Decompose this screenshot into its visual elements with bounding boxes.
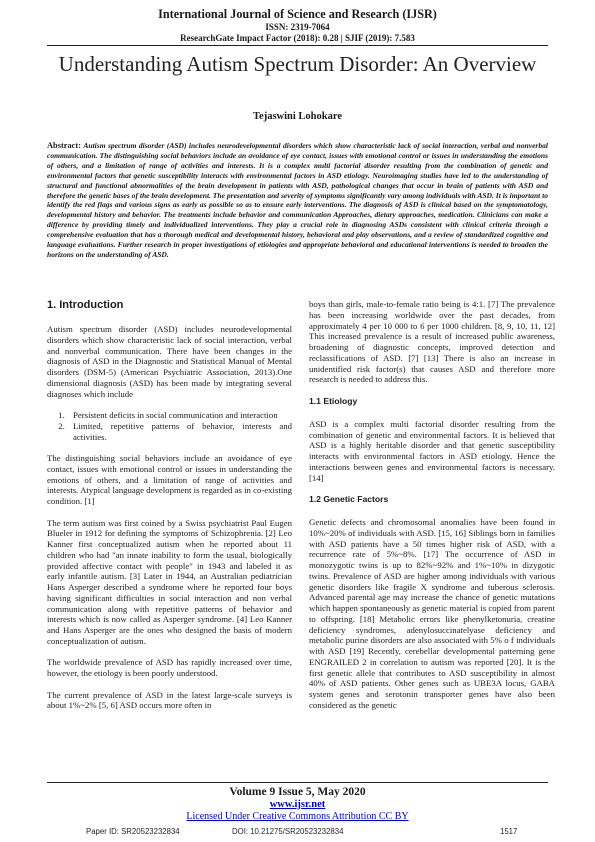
volume-info: Volume 9 Issue 5, May 2020 xyxy=(229,786,366,798)
impact-factor: ResearchGate Impact Factor (2018): 0.28 | SJIF (2019): 7.583 xyxy=(180,33,415,43)
diagnosis-criteria-list xyxy=(47,410,292,442)
author-name: Tejaswini Lohokare xyxy=(253,111,342,122)
right-column xyxy=(309,299,555,721)
etiology-paragraph: ASD is a complex multi factorial disorder resulting from the combination of genetic and environmental factors. It is believed that ASD is a highly heritable disorder and that genetic susceptibility interacts with environmental factors in ASD etiology. Hence the interactions between genes and environmental factors is necessary. [14] xyxy=(309,418,555,483)
header-rule xyxy=(47,45,548,46)
list-item: 2. Limited, repetitive patterns of behavior, interests and activities. xyxy=(67,421,292,443)
abstract xyxy=(47,141,548,260)
license-link[interactable]: Licensed Under Creative Commons Attribution CC BY xyxy=(186,811,409,822)
intro-paragraph-4: The worldwide prevalence of ASD has rapidly increased over time, however, the etiology is been poorly understood. xyxy=(47,657,292,679)
page-number: 1517 xyxy=(500,827,518,836)
paper-title: Understanding Autism Spectrum Disorder: An Overview xyxy=(58,52,537,76)
intro-paragraph-1: Autism spectrum disorder (ASD) includes neurodevelopmental disorders which show characteristic lack of social interaction, verbal and nonverbal communication. There have been changes in the diagnosis of ASD in the Diagnostic and Statistical Manual of Mental disorders (DSM-5) (American Psychiatric Association, 2013).One dimensional diagnosis (ASD) has been made by integrating several diagnoses which include xyxy=(47,324,292,399)
journal-name: International Journal of Science and Research (IJSR) xyxy=(158,7,437,21)
footer-rule xyxy=(47,782,548,783)
prevalence-paragraph: boys than girls, male-to-female ratio being is 4:1. [7] The prevalence has been increasing worldwide over the past decades, from approximately 4 per 10 000 to 6 per 1000 children. [8, 9, 10, 11, 12] This increased prevalence is a result of increased public awareness, broadening of diagnostic concepts, improved detection and reclassifications of ASD. [7] [13] There is also an increase in unidentified risk factor(s) that causes ASD and therefore more research is needed to address this. xyxy=(309,299,555,385)
intro-paragraph-5: The current prevalence of ASD in the latest large-scale surveys is about 1%~2% [5, 6] ASD occurs more often in xyxy=(47,689,292,711)
list-item: 1. Persistent deficits in social communication and interaction xyxy=(67,410,292,421)
intro-paragraph-3: The term autism was first coined by a Swiss psychiatrist Paul Eugen Blueler in 1912 for defining the symptoms of Schizophrenia. [2] Leo Kanner first conceptualized autism when he reported about 11 children who had "an innate inability to form the usual, biologically provided affective contact with people" in 1943 and labeled it as early infantile autism. [3] Later in 1944, an Australian pediatrician Hans Asperger described a syndrome where he reported four boys having significant difficulties in social interaction and non verbal communication along with repetitive patterns of behavior and interests which is now called as Asperger syndrome. [4] Leo Kanner and Hans Asperger are the ones who designed the basis of modern conceptualization of autism. xyxy=(47,517,292,646)
paper-id: Paper ID: SR20523232834 xyxy=(86,827,180,836)
abstract-label: Abstract: xyxy=(47,141,81,150)
issn: ISSN: 2319-7064 xyxy=(265,22,330,32)
subsection-heading-genetic-factors: 1.2 Genetic Factors xyxy=(309,494,389,505)
intro-paragraph-2: The distinguishing social behaviors include an avoidance of eye contact, issues with emotional control or issues in understanding the emotions of others, and a limitation of range of activities and interests. Atypical language development is regarded as in co-existing condition. [1] xyxy=(47,453,292,507)
subsection-heading-etiology: 1.1 Etiology xyxy=(309,395,358,406)
doi: DOI: 10.21275/SR20523232834 xyxy=(232,827,344,836)
section-heading-introduction: 1. Introduction xyxy=(47,299,124,311)
journal-website-link[interactable]: www.ijsr.net xyxy=(269,799,326,810)
genetic-factors-paragraph: Genetic defects and chromosomal anomalies have been found in 10%~20% of individuals with ASD. [15, 16] Siblings born in families with ASD patients have a 50 times higher risk of ASD, with a recurrence rate of 5%~8%. [17] The occurrence of ASD in monozygotic twins is up to 82%~92% and 1%~10% in dizygotic twins. Prevalence of ASD are higher among individuals with various genetic disorders like fragile X syndrome and tuberous sclerosis. Advanced parental age may increase the chance of genetic mutations which happen spontaneously as genetic material is copied from parent to offspring. [18] Metabolic errors like phenylketonuria, creatine deficiency syndromes, adenylosuccinatelyase deficiency and metabolic purine disorders are also associated with 5% o f individuals with ASD [19] Recently, cerebellar developmental patterning gene ENGRAILED 2 in correlation to autism was reported [20]. It is the first genetic allele that contributes to ASD susceptibility in almost 40% of ASD patients. Other genes such as UBE3A locus, GABA system genes and serotonin transporter genes have also been considered as the genetic xyxy=(309,517,555,710)
abstract-text: Autism spectrum disorder (ASD) includes neurodevelopmental disorders which show characteristic lack of social interaction, verbal and nonverbal communication. The distinguishing social behaviors include an avoidance of eye contact, issues with emotional control or issues in understanding the emotions of others, and a limitation of range of activities and interests. It is a complex multi factorial disorder resulting from the combination of genetic and environmental factors that genetic susceptibility interacts with environmental factors in ASD etiology. Neuroimaging studies have led to the understanding of structural and functional abnormalities of the brain development in patients with ASD, pathological changes that occur in brain of patients with ASD and therefore the genetic bases of the brain development. The presentation and severity of symptoms significantly vary among individuals with ASD. It is important to identify the red flags and various signs as early as possible so as to ensure early interventions. The diagnosis of ASD is clinical based on the symptomatology, developmental history and behavior. The treatments include behavior and communication Approaches, dietary approaches, medication. Clinicians can make a difference by providing timely and individualized interventions. They play a crucial role in diagnosing ASDs consistent with clinical criteria through a comprehensive evaluation that has a thorough medical and developmental history, behavioral and play observations, and a review of standardized cognitive and language evaluations. Further research in proper investigations of etiologies and appropriate behavioral and educational interventions is needed to broaden the horizons on the understanding of ASD. xyxy=(47,141,549,259)
left-column xyxy=(47,299,292,722)
